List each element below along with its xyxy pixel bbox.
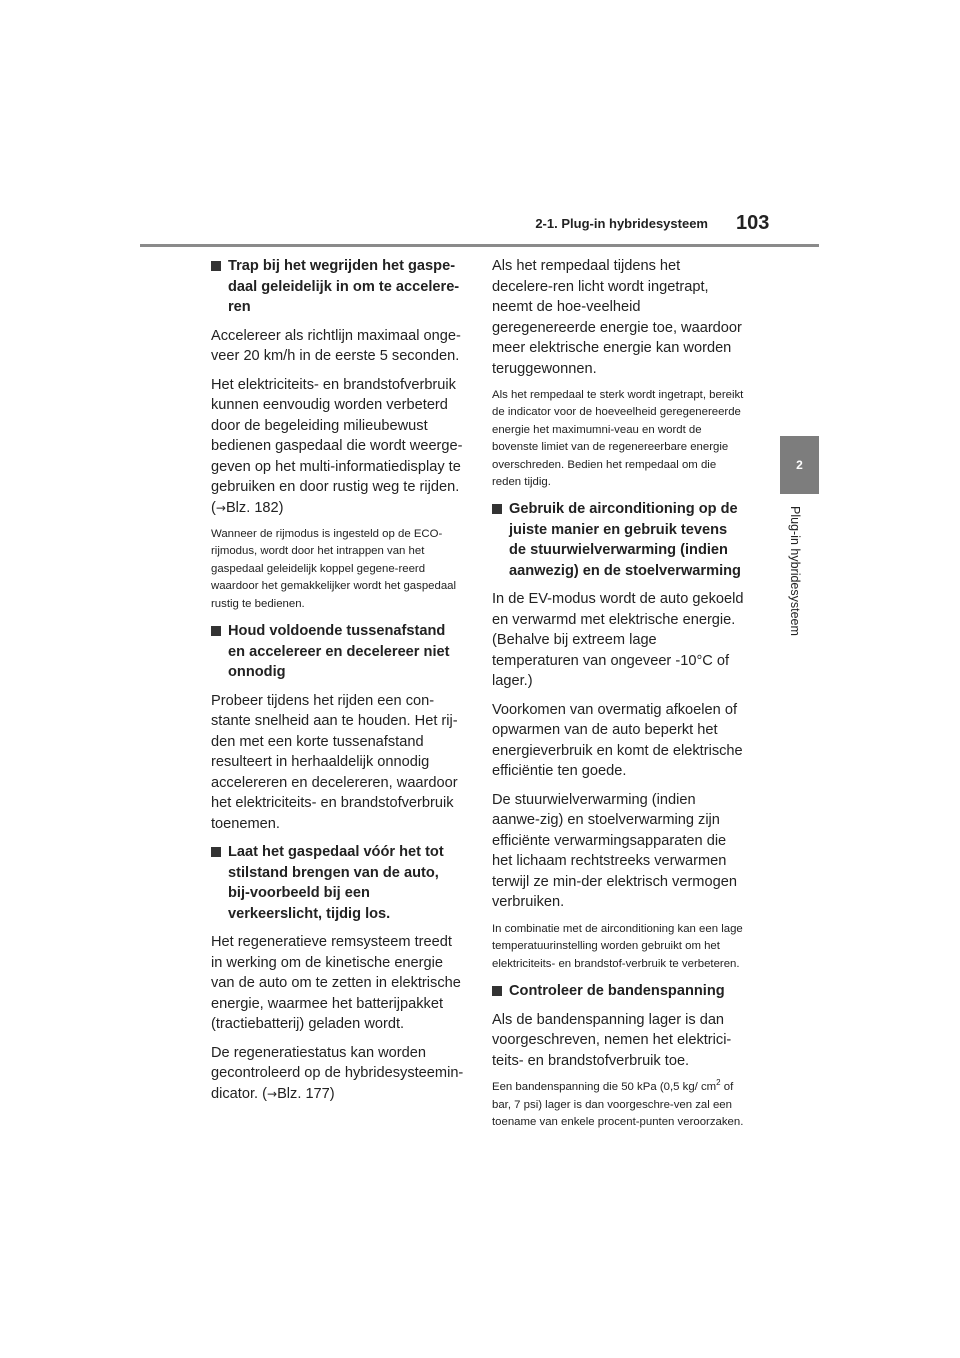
arrow-icon: → (267, 1086, 278, 1101)
reference-open: ( (211, 499, 216, 516)
paragraph: Het regeneratieve remsysteem treedt in werking om de kinetische energie van de auto om te zetten in elektrische energie, waarmee het batterijpakket (tractiebatterij) geladen wordt. (211, 934, 461, 1033)
paragraph: Probeer tijdens het rijden een con-stante snelheid aan te houden. Het rij-den met een korte tussenafstand resulteert in herhaaldelijk onnodig accelereren en decelereren, waardoor het elektriciteits- en brandstofverbruik toenemen. (211, 692, 458, 832)
left-column (211, 256, 464, 1112)
note: Als het rempedaal te sterk wordt ingetrapt, bereikt de indicator voor de hoeveelheid geregenereerde energie het maximumni-veau en wordt de bovenste limiet van de regenereerbare energie overschreden. Bedien het rempedaal om die reden tijdig. (492, 389, 744, 489)
note (492, 1079, 745, 1131)
reference-open: ( (262, 1085, 267, 1102)
heading (211, 621, 464, 683)
paragraph (211, 1043, 464, 1105)
paragraph-text: De regeneratiestatus kan worden gecontroleerd op de hybridesysteemin-dicator. (211, 1044, 464, 1102)
paragraph: De stuurwielverwarming (indien aanwe-zig) en stoelverwarming zijn efficiënte verwarmingsapparaten die het lichaam rechtstreeks verwarmen terwijl ze min-der elektrisch vermogen verbruiken. (492, 791, 737, 911)
page-reference (211, 500, 284, 516)
heading-text: Laat het gaspedaal vóór het tot stilstand brengen van de auto, bij-voorbeeld bij een verkeerslicht, tijdig los. (228, 844, 444, 922)
heading (211, 842, 464, 924)
section-title: 2-1. Plug-in hybridesysteem (535, 216, 708, 231)
note-text: Een bandenspanning die 50 kPa (0,5 kg/ cm (492, 1081, 717, 1094)
superscript: 2 (716, 1078, 721, 1088)
chapter-label: Plug-in hybridesysteem (788, 506, 802, 636)
paragraph: Als de bandenspanning lager is dan voorgeschreven, nemen het elektrici-teits- en brandstofverbruik toe. (492, 1011, 732, 1069)
note: In combinatie met de airconditioning kan een lage temperatuurinstelling worden gebruikt om het elektriciteits- en brandstof-verbruik te verbeteren. (492, 922, 743, 970)
header-rule (140, 244, 819, 247)
heading-text: Gebruik de airconditioning op de juiste manier en gebruik tevens de stuurwielverwarming (indien aanwezig) en de stoelverwarming (509, 501, 741, 579)
square-bullet-icon (492, 986, 502, 996)
heading-text: Controleer de bandenspanning (509, 983, 725, 1000)
paragraph: Als het rempedaal tijdens het decelere-ren licht wordt ingetrapt, neemt de hoe-veelheid geregenereerde energie toe, waardoor meer elektrische energie kan worden teruggewonnen. (492, 258, 742, 377)
page-reference (262, 1086, 335, 1102)
square-bullet-icon (211, 261, 221, 271)
note-text: of bar, 7 psi) lager is dan voorgeschre-ven zal een toename van enkele procent-punten veroorzaken. (492, 1081, 744, 1128)
paragraph (211, 375, 464, 519)
heading (211, 256, 464, 318)
square-bullet-icon (492, 504, 502, 514)
heading-text: Houd voldoende tussenafstand en accelereer en decelereer niet onnodig (228, 623, 450, 681)
reference-text: Blz. 177) (277, 1085, 335, 1102)
page-number: 103 (736, 212, 770, 234)
heading (492, 981, 745, 1002)
note: Wanneer de rijmodus is ingesteld op de ECO-rijmodus, wordt door het intrappen van het gaspedaal geleidelijk koppel gegene-reerd waardoor het gemakkelijker wordt het gaspedaal rustig te bedienen. (211, 528, 457, 610)
chapter-tab (780, 436, 819, 494)
chapter-number: 2 (796, 458, 803, 472)
square-bullet-icon (211, 626, 221, 636)
paragraph: In de EV-modus wordt de auto gekoeld en verwarmd met elektrische energie. (Behalve bij extreem lage temperaturen van ongeveer -10°C of lager.) (492, 591, 744, 690)
square-bullet-icon (211, 847, 221, 857)
paragraph: Voorkomen van overmatig afkoelen of opwarmen van de auto beperkt het energieverbruik en komt de elektrische efficiëntie ten goede. (492, 701, 743, 780)
arrow-icon: → (215, 500, 226, 515)
heading-text: Trap bij het wegrijden het gaspe-daal geleidelijk in om te accelere-ren (228, 258, 460, 315)
reference-text: Blz. 182) (225, 499, 284, 516)
heading (492, 499, 745, 581)
paragraph: Accelereer als richtlijn maximaal onge-veer 20 km/h in de eerste 5 seconden. (211, 327, 461, 364)
right-column (492, 256, 745, 1139)
paragraph-text: Het elektriciteits- en brandstofverbruik kunnen eenvoudig worden verbeterd door de begeleiding milieubewust bedienen gaspedaal die wordt weerge-geven op het multi-informatiedisplay te gebruiken en door rustig weg te rijden. (211, 376, 463, 495)
